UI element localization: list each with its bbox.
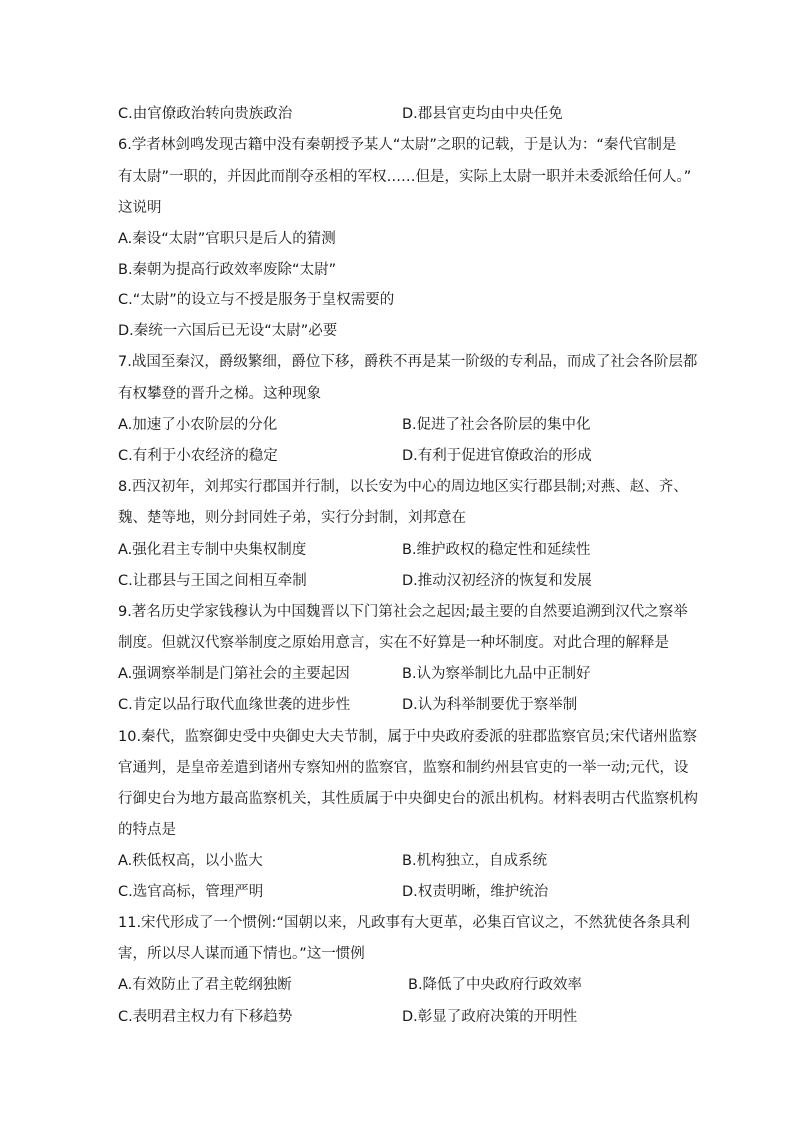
q11-stem-line2: 害，所以尽人谋而通下情也。”这一惯例 [118, 946, 365, 962]
q5-option-c: C.由官僚政治转向贵族政治 [118, 106, 293, 122]
q9-option-b: B.认为察举制比九品中正制好 [402, 666, 591, 682]
q8-option-c: C.让郡县与王国之间相互牵制 [118, 573, 307, 589]
q8-option-b: B.维护政权的稳定性和延续性 [402, 542, 591, 558]
q10-option-b: B.机构独立，自成系统 [402, 853, 548, 869]
q6-option-c: C.“太尉”的设立与不授是服务于皇权需要的 [118, 292, 395, 308]
q9-option-d: D.认为科举制要优于察举制 [402, 697, 578, 713]
q6-stem-line3: 这说明 [118, 200, 162, 216]
q7-stem-line1: 7.战国至秦汉，爵级繁细，爵位下移，爵秩不再是某一阶级的专利品，而成了社会各阶层都 [118, 354, 698, 370]
q7-stem-line2: 有权攀登的晋升之梯。这种现象 [118, 386, 321, 402]
q6-option-a: A.秦设“太尉”官职只是后人的猜测 [118, 231, 336, 247]
q11-option-a: A.有效防止了君主乾纲独断 [118, 977, 292, 993]
q10-stem-line4: 的特点是 [118, 822, 176, 838]
q6-option-d: D.秦统一六国后已无设“太尉”必要 [118, 323, 338, 339]
q5-option-d: D.郡县官吏均由中央任免 [402, 106, 563, 122]
q8-option-d: D.推动汉初经济的恢复和发展 [402, 573, 592, 589]
q8-option-a: A.强化君主专制中央集权制度 [118, 542, 307, 558]
q7-option-b: B.促进了社会各阶层的集中化 [402, 417, 591, 433]
q9-stem-line2: 制度。但就汉代察举制度之原始用意言，实在不好算是一种坏制度。对此合理的解释是 [118, 635, 669, 651]
q6-stem-line1: 6.学者林剑鸣发现古籍中没有秦朝授予某人“太尉”之职的记载，于是认为：“秦代官制是 [118, 137, 677, 153]
q7-option-a: A.加速了小农阶层的分化 [118, 417, 278, 433]
q8-stem-line2: 魏、楚等地，则分封同姓子弟，实行分封制，刘邦意在 [118, 510, 466, 526]
q10-option-c: C.选官高标，管理严明 [118, 884, 264, 900]
q9-stem-line1: 9.著名历史学家钱穆认为中国魏晋以下门第社会之起因;最主要的自然要追溯到汉代之察举 [118, 604, 688, 620]
q8-stem-line1: 8.西汉初年，刘邦实行郡国并行制，以长安为中心的周边地区实行郡县制;对燕、赵、齐、 [118, 479, 688, 495]
q10-stem-line1: 10.秦代，监察御史受中央御史大夫节制，属于中央政府委派的驻郡监察官员;宋代诸州监察 [118, 729, 697, 745]
q11-option-d: D.彰显了政府决策的开明性 [402, 1009, 578, 1025]
q6-option-b: B.秦朝为提高行政效率废除“太尉” [118, 262, 337, 278]
q10-option-d: D.权责明晰，维护统治 [402, 884, 549, 900]
q11-option-c: C.表明君主权力有下移趋势 [118, 1009, 293, 1025]
q11-option-b: B.降低了中央政府行政效率 [408, 977, 583, 993]
q7-option-c: C.有利于小农经济的稳定 [118, 448, 278, 464]
q10-stem-line3: 行御史台为地方最高监察机关，其性质属于中央御史台的派出机构。材料表明古代监察机构 [118, 791, 698, 807]
q10-option-a: A.秩低权高，以小监大 [118, 853, 263, 869]
q10-stem-line2: 官通判，是皇帝差遣到诸州专察知州的监察官，监察和制约州县官吏的一举一动;元代，设 [118, 760, 689, 776]
q9-option-c: C.肯定以品行取代血缘世袭的进步性 [118, 697, 351, 713]
q9-option-a: A.强调察举制是门第社会的主要起因 [118, 666, 350, 682]
q7-option-d: D.有利于促进官僚政治的形成 [402, 448, 592, 464]
q11-stem-line1: 11.宋代形成了一个惯例:“国朝以来，凡政事有大更革，必集百官议之，不然犹使各条具利 [118, 915, 690, 931]
q6-stem-line2: 有太尉”一职的，并因此而削夺丞相的军权……但是，实际上太尉一职并未委派给任何人。” [118, 169, 692, 185]
